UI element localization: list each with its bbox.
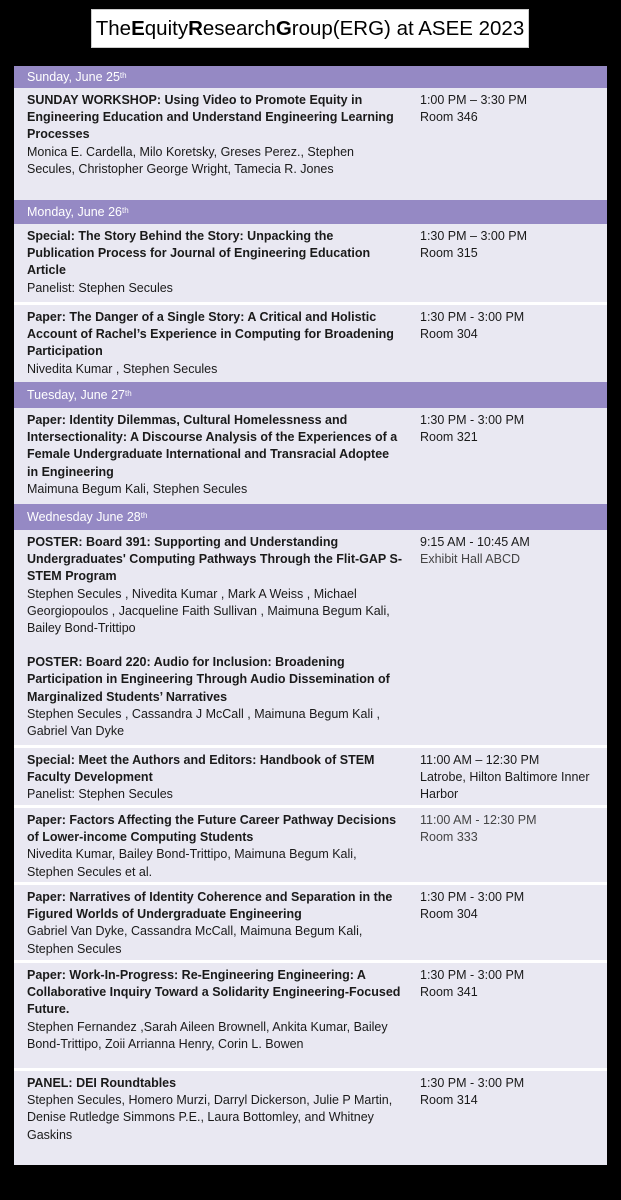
session-time: 1:30 PM - 3:00 PM	[420, 1076, 525, 1090]
session-time: 11:00 AM – 12:30 PM	[420, 753, 540, 767]
session-time: 1:30 PM - 3:00 PM	[420, 890, 525, 904]
session-title: Special: The Story Behind the Story: Unpacking the Publication Process for Journal of Engineering Education Article	[27, 229, 371, 278]
session-time: 1:30 PM - 3:00 PM	[420, 310, 525, 324]
session-room: Room 315	[420, 246, 478, 261]
session-room: Room 304	[420, 327, 478, 342]
session-title: Paper: Work-In-Progress: Re-Engineering Engineering: A Collaborative Inquiry Toward a Solidarity Engineering-Focused Future.	[27, 968, 401, 1017]
session-room: Exhibit Hall ABCD	[420, 552, 521, 567]
session-room: Room 314	[420, 1093, 478, 1108]
day-header-monday: Monday, June 26 $^{th}$	[14, 200, 607, 224]
session-time: 9:15 AM - 10:45 AM	[420, 535, 530, 549]
session-people: Maimuna Begum Kali, Stephen Secules	[27, 481, 248, 496]
day-header-sunday: Sunday, June 25 $^{th}$	[14, 66, 607, 88]
page-title: The E quity R esearch G roup(ERG) at ASEE 2023	[91, 9, 529, 48]
session-time: 1:30 PM - 3:00 PM	[420, 968, 525, 982]
session-entry	[14, 808, 607, 882]
session-title: Special: Meet the Authors and Editors: Handbook of STEM Faculty Development	[27, 753, 375, 785]
schedule-panel	[14, 66, 607, 1165]
session-entry	[14, 963, 607, 1068]
session-room: Room 321	[420, 430, 478, 445]
session-entry	[14, 88, 607, 200]
session-people: Monica E. Cardella, Milo Koretsky, Greses Perez., Stephen Secules, Christopher George Wright, Tamecia R. Jones	[27, 144, 354, 176]
session-title: PANEL: DEI Roundtables	[27, 1076, 177, 1090]
session-people: Panelist: Stephen Secules	[27, 280, 173, 295]
session-people: Stephen Secules , Cassandra J McCall , Maimuna Begum Kali , Gabriel Van Dyke	[27, 706, 380, 739]
session-time: 1:30 PM - 3:00 PM	[420, 413, 525, 427]
session-room: Latrobe, Hilton Baltimore Inner Harbor	[420, 770, 590, 802]
day-header-tuesday: Tuesday, June 27 $^{th}$	[14, 382, 607, 408]
day-header-wednesday: Wednesday June 28 $^{th}$	[14, 504, 607, 530]
session-people: Panelist: Stephen Secules	[27, 787, 173, 802]
session-title: POSTER: Board 220: Audio for Inclusion: Broadening Participation in Engineering Through Audio Dissemination of Marginalized Students’ Narratives	[27, 655, 390, 704]
session-title: Paper: Factors Affecting the Future Career Pathway Decisions of Lower-income Computing Students	[27, 813, 397, 845]
session-room: Room 341	[420, 985, 478, 1000]
session-title: Paper: Identity Dilemmas, Cultural Homelessness and Intersectionality: A Discourse Analysis of the Experiences of a Female Undergraduate International and Transracial Adoptee in Engineering	[27, 413, 398, 479]
session-people: Stephen Fernandez ,Sarah Aileen Brownell, Ankita Kumar, Bailey Bond-Trittipo, Zoii Arrianna Henry, Corin L. Bowen	[27, 1019, 388, 1051]
session-time: 1:30 PM – 3:00 PM	[420, 229, 528, 243]
session-time: 1:00 PM – 3:30 PM	[420, 93, 528, 107]
session-room: Room 304	[420, 907, 478, 922]
session-title: Paper: Narratives of Identity Coherence and Separation in the Figured Worlds of Undergraduate Engineering	[27, 890, 393, 922]
session-entry	[14, 408, 607, 504]
session-people: Stephen Secules, Homero Murzi, Darryl Dickerson, Julie P Martin, Denise Rutledge Simmons P.E., Laura Bottomley, and Whitney Gaskins	[27, 1093, 393, 1142]
session-entry	[14, 748, 607, 805]
session-people: Gabriel Van Dyke, Cassandra McCall, Maimuna Begum Kali, Stephen Secules	[27, 924, 363, 956]
session-title: POSTER: Board 391: Supporting and Understanding Undergraduates' Computing Pathways Through the Flit-GAP S-STEM Program	[27, 535, 402, 584]
session-people: Stephen Secules , Nivedita Kumar , Mark A Weiss , Michael Georgiopoulos , Jacqueline Faith Sullivan , Maimuna Begum Kali, Bailey Bond-Trittipo	[27, 586, 390, 636]
session-time: 11:00 AM - 12:30 PM	[420, 813, 537, 827]
session-entry	[14, 305, 607, 382]
session-title: SUNDAY WORKSHOP: Using Video to Promote Equity in Engineering Education and Understand Engineering Learning Processes	[27, 93, 394, 142]
session-room: Room 333	[420, 830, 478, 845]
session-room: Room 346	[420, 110, 478, 125]
session-people: Nivedita Kumar, Bailey Bond-Trittipo, Maimuna Begum Kali, Stephen Secules et al.	[27, 847, 357, 879]
session-people: Nivedita Kumar , Stephen Secules	[27, 361, 218, 376]
session-entry	[14, 224, 607, 302]
session-entry	[14, 530, 607, 745]
session-entry	[14, 1071, 607, 1165]
session-entry	[14, 885, 607, 960]
session-title: Paper: The Danger of a Single Story: A Critical and Holistic Account of Rachel’s Experience in Computing for Broadening Participation	[27, 310, 394, 359]
